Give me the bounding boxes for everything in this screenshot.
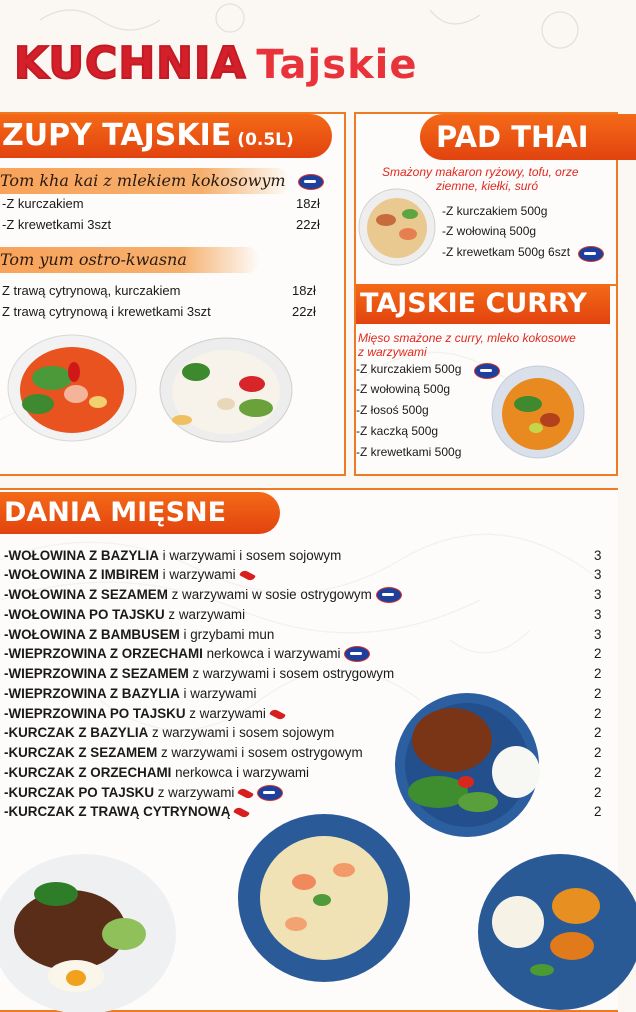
curry-description-line1: Mięso smażone z curry, mleko kokosowe	[358, 331, 576, 345]
menu-item-label: -Z wołowiną 500g	[442, 224, 537, 238]
meat-dish-price: 3	[594, 607, 602, 622]
meat-dish-item: -WOŁOWINA Z BAZYLIA i warzywami i sosem sojowym	[4, 548, 342, 563]
meat-dish-price: 2	[594, 765, 602, 780]
pad-thai-description-line1: Smażony makaron ryżowy, tofu, orze	[382, 165, 579, 179]
meat-dishes-header: DANIA MIĘSNE	[0, 492, 280, 534]
tom-kha-soup-photo	[156, 334, 296, 446]
meat-dish-item: -KURCZAK Z ORZECHAMI nerkowca i warzywami	[4, 765, 310, 780]
curry-photo	[488, 362, 588, 462]
menu-item-label: -Z kurczakiem	[2, 196, 84, 211]
menu-item-label: -Z krewetkami 500g	[356, 445, 462, 459]
meat-dish-item: -KURCZAK Z BAZYLIA z warzywami i sosem sojowym	[4, 725, 335, 740]
menu-item-label: -Z krewetkam 500g 6szt	[442, 245, 571, 259]
curry-rice-plate-photo	[478, 852, 600, 988]
meat-dish-price: 3	[594, 627, 602, 642]
favorite-badge-icon	[257, 785, 283, 801]
meat-dish-item: -WIEPRZOWINA PO TAJSKU z warzywami	[4, 706, 285, 721]
soups-header-label: ZUPY TAJSKIE	[2, 118, 232, 153]
meat-dish-item: -WIEPRZOWINA Z BAZYLIA i warzywami	[4, 686, 257, 701]
favorite-badge-icon	[298, 174, 324, 190]
meat-dish-price: 2	[594, 725, 602, 740]
meat-dish-item: -KURCZAK Z SEZAMEM z warzywami i sosem ostrygowym	[4, 745, 363, 760]
soups-volume: (0.5L)	[237, 130, 294, 150]
menu-item-price: 22zł	[296, 217, 320, 232]
pad-thai-photo	[356, 186, 438, 268]
menu-item-label: -Z kurczakiem 500g	[356, 362, 462, 376]
favorite-badge-icon	[578, 246, 604, 262]
meat-dish-price: 2	[594, 785, 602, 800]
curry-description-line2: z warzywami	[358, 345, 427, 359]
curry-header: TAJSKIE CURRY	[356, 284, 610, 324]
favorite-badge-icon	[376, 587, 402, 603]
menu-item-label: -Z wołowiną 500g	[356, 382, 451, 396]
meat-dish-price: 2	[594, 745, 602, 760]
meat-dish-item: -WOŁOWINA Z BAMBUSEM i grzybami mun	[4, 627, 275, 642]
meat-dish-item: -KURCZAK Z TRAWĄ CYTRYNOWĄ	[4, 804, 249, 819]
meat-dish-price: 2	[594, 666, 602, 681]
meat-dish-item: -WOŁOWINA Z IMBIREM i warzywami	[4, 567, 255, 582]
menu-item-label: -Z łosoś 500g	[356, 403, 429, 417]
meat-dish-price: 2	[594, 646, 602, 661]
page-title	[14, 38, 418, 89]
meat-dish-price: 2	[594, 706, 602, 721]
meat-dish-item: -WIEPRZOWINA Z SEZAMEM z warzywami i sosem ostrygowym	[4, 666, 395, 681]
chili-pepper-icon	[269, 708, 286, 721]
meat-dish-item: -WOŁOWINA Z SEZAMEM z warzywami w sosie ostrygowym	[4, 587, 402, 603]
favorite-badge-icon	[344, 646, 370, 662]
title-part-tajskie: Tajskie	[256, 42, 418, 88]
meat-dish-price: 3	[594, 567, 602, 582]
tom-yum-soup-photo	[4, 332, 144, 444]
meat-dish-item: -WIEPRZOWINA Z ORZECHAMI nerkowca i warzywami	[4, 646, 370, 662]
meat-dish-price: 2	[594, 686, 602, 701]
menu-item-price: 18zł	[292, 283, 316, 298]
chili-pepper-icon	[239, 569, 256, 582]
meat-dish-price: 2	[594, 804, 602, 819]
chili-pepper-icon	[238, 787, 255, 800]
menu-item-label: Z trawą cytrynową, kurczakiem	[2, 283, 181, 298]
fried-rice-dish-photo	[234, 812, 414, 988]
meat-dish-price: 3	[594, 548, 602, 563]
pad-thai-description-line2: ziemne, kiełki, suró	[436, 179, 539, 193]
menu-item-label: -Z kaczką 500g	[356, 424, 439, 438]
pad-thai-header: PAD THAI	[420, 114, 636, 160]
tom-kha-heading: Tom kha kai z mlekiem kokosowym	[0, 168, 290, 194]
sesame-meat-dish-photo	[392, 690, 542, 840]
basil-stirfry-with-egg-photo	[0, 850, 170, 988]
menu-item-label: Z trawą cytrynową i krewetkami 3szt	[2, 304, 211, 319]
menu-item-label: -Z krewetkami 3szt	[2, 217, 112, 232]
meat-dish-price: 3	[594, 587, 602, 602]
menu-item-label: -Z kurczakiem 500g	[442, 204, 548, 218]
title-part-kuchnia: KUCHNIA	[14, 38, 247, 89]
soups-header	[0, 114, 332, 158]
menu-item-price: 18zł	[296, 196, 320, 211]
meat-dish-item: -KURCZAK PO TAJSKU z warzywami	[4, 785, 283, 801]
tom-yum-heading: Tom yum ostro-kwasna	[0, 247, 260, 273]
meat-dish-item: -WOŁOWINA PO TAJSKU z warzywami	[4, 607, 246, 622]
menu-item-price: 22zł	[292, 304, 316, 319]
